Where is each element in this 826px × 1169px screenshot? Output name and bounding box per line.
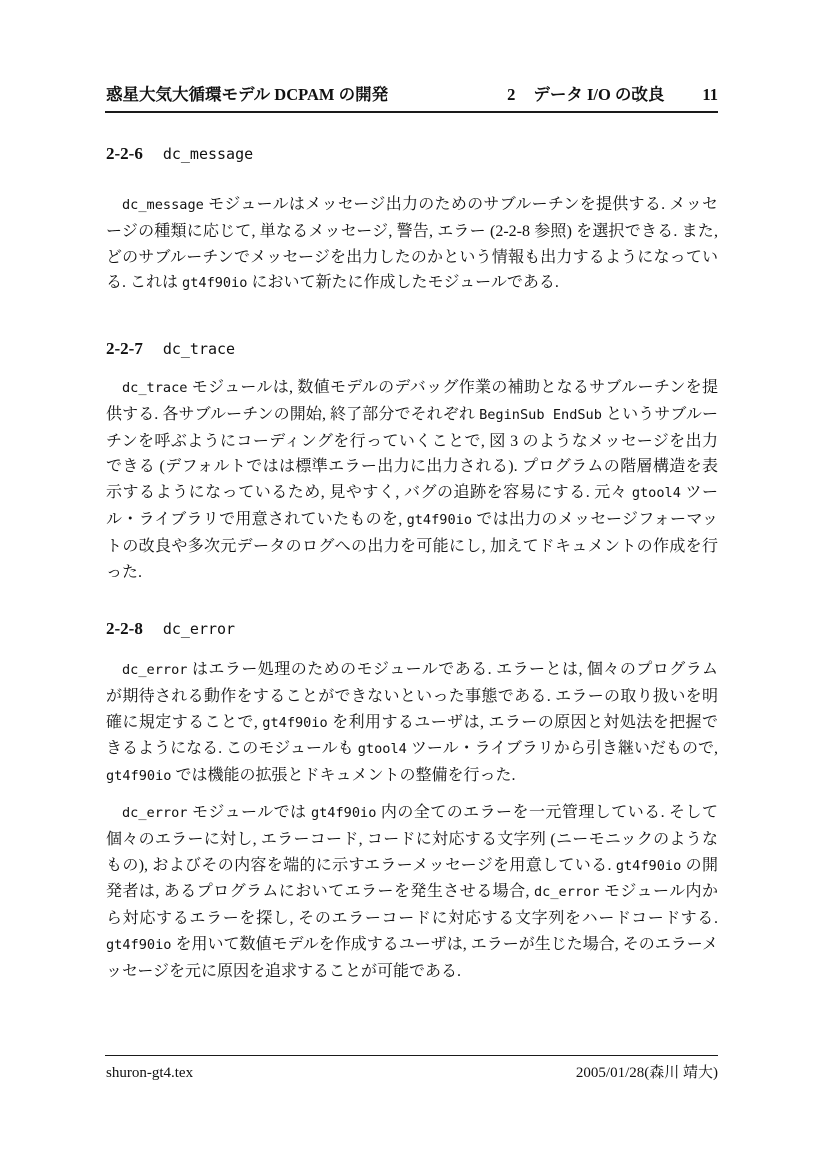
section-heading-2-2-6 (106, 142, 718, 166)
inline-code: gt4f90io (182, 275, 248, 292)
body-text: において新たに作成したモジュールである. (247, 274, 559, 292)
running-header (106, 84, 718, 106)
header-title: 惑星大気大循環モデル DCPAM の開発 (106, 85, 389, 104)
inline-code: gt4f90io (310, 805, 377, 821)
section-title: dc_error (162, 620, 236, 638)
header-page-number: 11 (702, 85, 718, 104)
inline-code: gt4f90io (106, 936, 172, 953)
header-right-group (507, 84, 718, 106)
inline-code: BeginSub EndSub (479, 406, 602, 423)
body-text: を用いて数値モデルを作成するユーザは, エラーが生じた場合, そのエラーメッセージを元に原因を追求することが可能である. (106, 935, 718, 980)
body-text: モジュールは, 数値モデルのデバッグ作業の補助となるサブルーチンを提供する. 各サブルーチンの開始, 終了部分でそれぞれ (106, 379, 718, 423)
inline-code: gt4f90io (406, 511, 473, 528)
section-number: 2-2-8 (106, 619, 143, 638)
section-title: dc_message (162, 145, 254, 163)
inline-code: dc_error (122, 662, 188, 678)
section-number: 2-2-7 (106, 339, 143, 358)
paragraph (106, 375, 718, 585)
body-text: を利用するユーザは, エラーの原因と対処法を把握できるようになる. このモジュールも (106, 713, 718, 758)
body-text: モジュールはメッセージ出力のためのサブルーチンを提供する. メッセージの種類に応じて, 単なるメッセージ, 警告, エラー (2-2-8 参照) を選択できる. また, どのサブルーチンでメッセージを出力したのかという情報も出力するようになっている. これは (106, 196, 718, 292)
footer-filename: shuron-gt4.tex (106, 1065, 194, 1081)
inline-code: gt4f90io (106, 768, 172, 785)
inline-code: dc_error (534, 884, 600, 901)
inline-code: dc_trace (122, 380, 188, 396)
footer-rule (105, 1055, 718, 1056)
section-title: dc_trace (162, 340, 236, 358)
section-heading-2-2-7 (106, 337, 718, 361)
body-text: では機能の拡張とドキュメントの整備を行った. (171, 767, 516, 785)
body-text: ツール・ライブラリから引き継いだもので, (406, 740, 718, 758)
paragraph (106, 657, 718, 790)
body-text: の開発者は, あるプログラムにおいてエラーを発生させる場合, (106, 856, 718, 901)
body-text: 内の全てのエラーを一元管理している. そして個々のエラーに対し, エラーコード, コードに対応する文字列 (ニーモニックのようなもの), およびその内容を端的に示すエラーメッセージを用意している. (106, 804, 718, 874)
header-section-number: 2 (507, 85, 516, 104)
body-text: モジュールでは (187, 804, 311, 821)
body-text: というサブルーチンを呼ぶようにコーディングを行っていくことで, 図 3 のようなメッセージを出力できる (デフォルトではは標準エラー出力に出力される). プログラムの階層構造を表示するようになっているため, 見やすく, バグの追跡を容易にする. 元々 (106, 405, 718, 502)
header-rule (105, 111, 718, 113)
paragraph (106, 192, 718, 297)
footer (106, 1062, 718, 1084)
section-number: 2-2-6 (106, 144, 143, 163)
section-heading-2-2-8 (106, 617, 718, 641)
body-text: モジュール内から対応するエラーを探し, そのエラーコードに対応する文字列をハードコードする. (106, 883, 718, 928)
header-section-title: データ I/O の改良 (533, 85, 665, 104)
inline-code: dc_error (122, 805, 188, 821)
inline-code: dc_message (122, 197, 204, 213)
inline-code: gt4f90io (262, 714, 328, 731)
paragraph (106, 800, 718, 985)
footer-date-author: 2005/01/28(森川 靖大) (575, 1065, 718, 1081)
body-text: ツール・ライブラリで用意されていたものを, (106, 484, 718, 528)
body-text: では出力のメッセージフォーマットの改良や多次元データのログへの出力を可能にし, 加えてドキュメントの作成を行った. (106, 510, 718, 581)
inline-code: gt4f90io (615, 857, 682, 874)
inline-code: gtool4 (357, 741, 407, 758)
inline-code: gtool4 (631, 485, 681, 502)
body-text: はエラー処理のためのモジュールである. エラーとは, 個々のプログラムが期待される動作をすることができないといった事態である. エラーの取り扱いを明確に規定することで, (106, 661, 718, 731)
